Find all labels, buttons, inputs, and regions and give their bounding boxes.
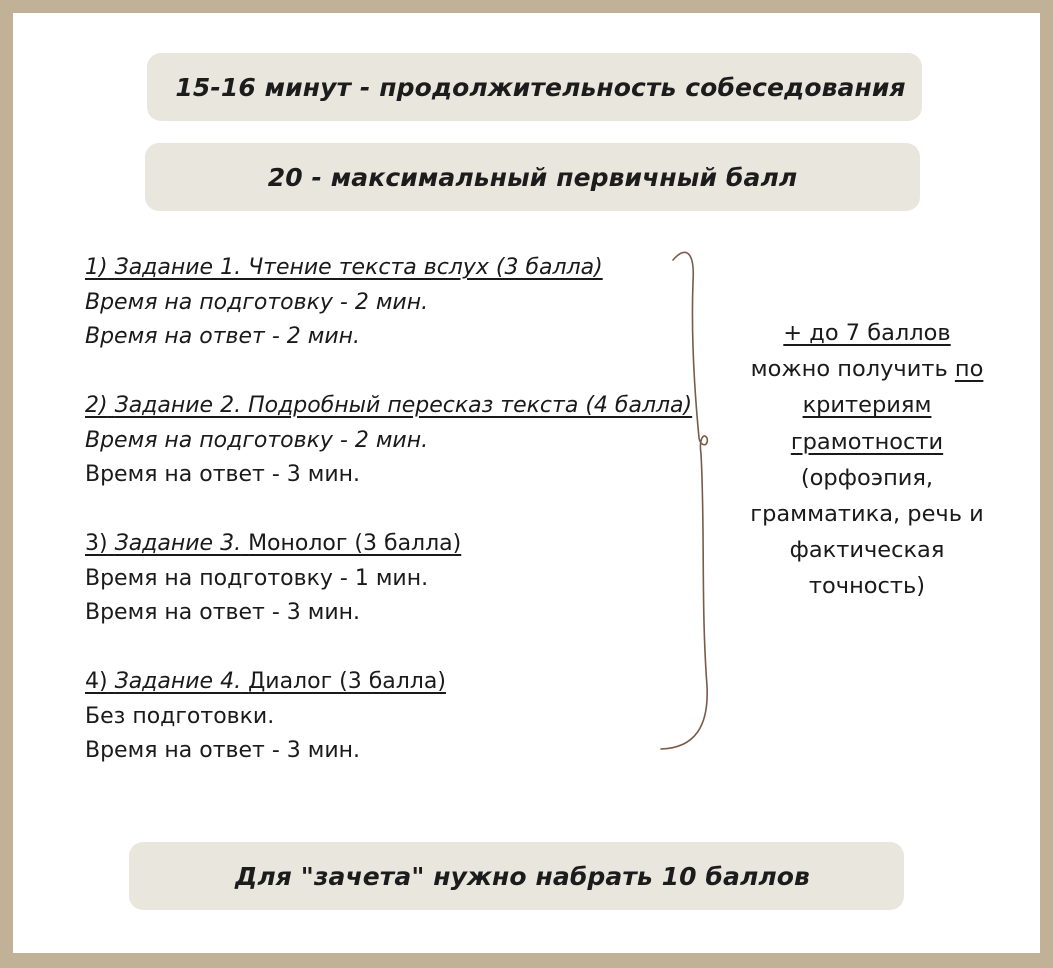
task-3-number: 3): [85, 531, 108, 556]
bonus-detail-4: точность): [808, 573, 926, 600]
task-4-prep-note: Без подготовки.: [85, 703, 275, 729]
task-3-answer-time: Время на ответ - 3 мин.: [85, 600, 361, 625]
max-score-text: 20 - максимальный первичный балл: [267, 162, 798, 192]
duration-text: 15-16 минут - продолжительность собеседования: [175, 72, 906, 102]
task-4-title: [85, 665, 685, 700]
bonus-link-po: по: [954, 356, 984, 383]
bonus-detail-2: грамматика, речь и: [750, 501, 984, 528]
bonus-detail-1: (орфоэпия,: [800, 464, 934, 491]
task-3-prep-time: Время на подготовку - 1 мин.: [85, 565, 429, 591]
task-1-prep-time: Время на подготовку - 2 мин.: [85, 289, 429, 315]
task-1-answer-time: Время на ответ - 2 мин.: [85, 324, 361, 349]
task-2-name: Задание 2. Подробный пересказ текста (4 балла): [114, 393, 693, 418]
bracket-stroke: [661, 252, 707, 749]
task-4-answer-time: Время на ответ - 3 мин.: [85, 738, 361, 763]
task-2-number: 2): [85, 393, 108, 418]
task-2-answer-time: Время на ответ - 3 мин.: [85, 462, 361, 487]
bonus-note: [733, 315, 1001, 605]
task-1-number: 1): [85, 255, 108, 280]
bonus-literacy: грамотности: [790, 428, 944, 455]
curly-bracket-icon: [655, 246, 715, 756]
bonus-headline: + до 7 баллов: [783, 320, 951, 346]
duration-banner: [147, 53, 922, 121]
task-3-title: [85, 527, 685, 562]
task-list: [85, 251, 693, 769]
task-4-name: Диалог (3 балла): [248, 669, 446, 694]
pass-requirement-text: Для "зачета" нужно набрать 10 баллов: [235, 861, 810, 891]
task-1-title: [85, 251, 685, 286]
task-4-label: Задание 4.: [114, 669, 242, 694]
max-score-banner: [145, 143, 920, 211]
task-3-name: Монолог (3 балла): [248, 531, 462, 556]
task-2-prep-time: Время на подготовку - 2 мин.: [85, 427, 429, 453]
bonus-criteria: критериям: [802, 392, 932, 419]
task-4-number: 4): [85, 669, 108, 694]
pass-requirement-banner: [129, 842, 904, 910]
task-1-name: Задание 1. Чтение текста вслух (3 балла): [114, 255, 603, 280]
task-2-title: [85, 389, 693, 424]
bonus-text: можно получить: [750, 356, 948, 383]
bonus-detail-3: фактическая: [789, 537, 945, 564]
task-3-label: Задание 3.: [114, 531, 242, 556]
